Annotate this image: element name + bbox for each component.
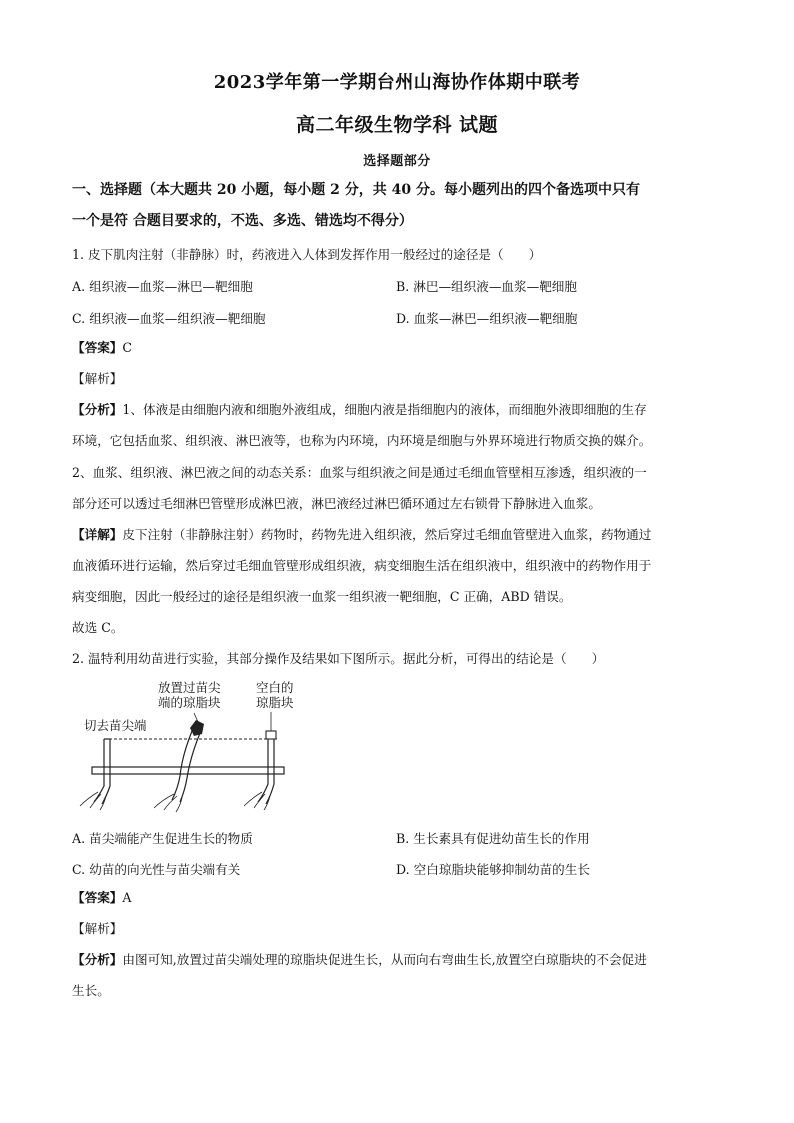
- q2-fenxi-line-1: [72, 951, 647, 969]
- q1-option-c: C. 组织液—血浆—组织液—靶细胞: [72, 311, 266, 326]
- blank-agar-block: [266, 731, 276, 739]
- exam-title: 2023学年第一学期台州山海协作体期中联考: [213, 72, 581, 93]
- q1-analysis-tag: 【解析】: [72, 371, 123, 386]
- q2-option-b: B. 生长素具有促进幼苗生长的作用: [396, 831, 590, 846]
- q1-fenxi-line-1: [72, 401, 647, 419]
- fenxi-tag: 【分析】: [72, 402, 123, 417]
- tip-treated-agar-block: [190, 720, 204, 736]
- q1-fenxi-line-3: 2、血浆、组织液、淋巴液之间的动态关系：血浆与组织液之间是通过毛细血管壁相互渗透，组织液的一: [72, 465, 647, 480]
- answer-value: A: [122, 890, 132, 905]
- q2-answer: [72, 889, 131, 907]
- answer-tag: 【答案】: [72, 890, 123, 905]
- q1-option-a: A. 组织液—血浆—淋巴—靶细胞: [72, 279, 253, 294]
- q2-option-d: D. 空白琼脂块能够抑制幼苗的生长: [396, 862, 590, 877]
- section-heading: 选择题部分: [363, 154, 431, 169]
- fenxi-text: 由图可知,放置过苗尖端处理的琼脂块促进生长，从而向右弯曲生长,放置空白琼脂块的不会促进: [122, 952, 647, 967]
- label-tip-block-line-1: 放置过苗尖: [158, 680, 221, 695]
- q1-fenxi-line-2: 环境，它包括血浆、组织液、淋巴液等，也称为内环境，内环境是细胞与外界环境进行物质交换的媒介。: [72, 433, 652, 448]
- q1-answer: [72, 339, 132, 357]
- roots-3: [244, 792, 270, 810]
- instructions-line-1: 一、选择题（本大题共 20 小题，每小题 2 分，共 40 分。每小题列出的四个备选项中只有: [72, 182, 640, 198]
- seedling-experiment-diagram: [70, 676, 310, 816]
- roots-2: [154, 794, 182, 812]
- label-cut-tip: 切去苗尖端: [84, 718, 147, 733]
- answer-tag: 【答案】: [72, 340, 123, 355]
- q1-stem: 1. 皮下肌肉注射（非静脉）时，药液进入人体到发挥作用一般经过的途径是（ ）: [72, 247, 542, 262]
- q1-option-d: D. 血浆—淋巴—组织液—靶细胞: [396, 311, 578, 326]
- roots-1: [80, 792, 106, 810]
- q1-xiangjie-line-1: [72, 526, 651, 544]
- answer-value: C: [122, 340, 133, 355]
- xiangjie-tag: 【详解】: [72, 527, 123, 542]
- q1-option-b: B. 淋巴—组织液—血浆—靶细胞: [396, 279, 577, 294]
- q1-conclusion: 故选 C。: [72, 620, 124, 635]
- q1-xiangjie-line-2: 血液循环进行运输，然后穿过毛细血管壁形成组织液，病变细胞生活在组织液中，组织液中的药物作用于: [72, 558, 652, 573]
- xiangjie-text: 皮下注射（非静脉注射）药物时，药物先进入组织液，然后穿过毛细血管壁进入血浆，药物通过: [122, 527, 652, 542]
- q1-xiangjie-line-3: 病变细胞，因此一般经过的途径是组织液一血浆一组织液一靶细胞，C 正确，ABD 错误。: [72, 589, 572, 604]
- instructions-line-2: 一个是符 合题目要求的，不选、多选、错选均不得分）: [72, 213, 413, 229]
- exam-subtitle: 高二年级生物学科 试题: [295, 114, 499, 136]
- fenxi-tag: 【分析】: [72, 952, 123, 967]
- q2-option-a: A. 苗尖端能产生促进生长的物质: [72, 831, 253, 846]
- q2-analysis-tag: 【解析】: [72, 921, 123, 936]
- q1-fenxi-line-4: 部分还可以透过毛细淋巴管壁形成淋巴液，淋巴液经过淋巴循环通过左右锁骨下静脉进入血浆。: [72, 496, 601, 511]
- label-blank-block-line-2: 琼脂块: [256, 695, 294, 710]
- q2-stem: 2. 温特利用幼苗进行实验，其部分操作及结果如下图所示。据此分析，可得出的结论是（ ）: [72, 651, 605, 666]
- q2-fenxi-line-2: 生长。: [72, 983, 110, 998]
- label-blank-block-line-1: 空白的: [256, 680, 294, 695]
- fenxi-text: 1、体液是由细胞内液和细胞外液组成，细胞内液是指细胞内的液体，而细胞外液即细胞的生存: [122, 402, 647, 417]
- label-tip-block-line-2: 端的琼脂块: [158, 695, 221, 710]
- q2-option-c: C. 幼苗的向光性与苗尖端有关: [72, 862, 241, 877]
